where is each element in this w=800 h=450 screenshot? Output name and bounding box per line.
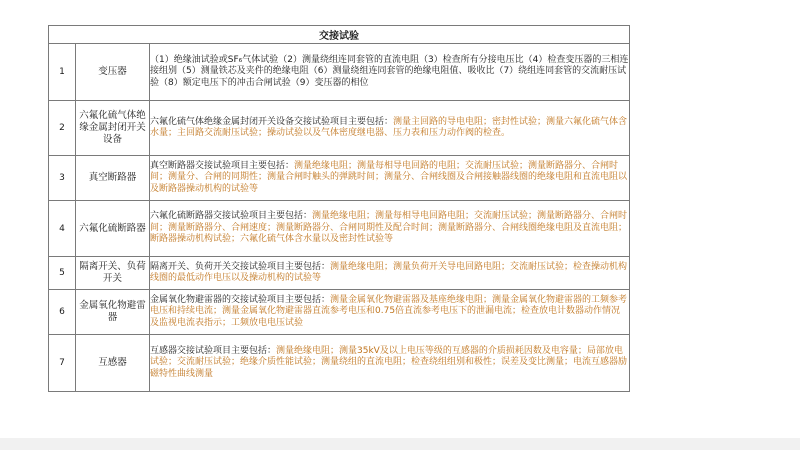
table-row — [49, 101, 630, 156]
table-row — [49, 257, 630, 290]
test-items-list: 测量绝缘电阻；测量负荷开关导电回路电阻；交流耐压试验；检查操动机构线圈的最低动作电压以及操动机构的试验等 — [150, 261, 628, 283]
test-items-plain: （1）绝缘油试验或SF₆气体试验（2）测量绕组连同套管的直流电阻（3）检查所有分接电压比（4）检查变压器的三相连接组别（5）测量铁芯及夹件的绝缘电阻（6）测量绕组连同套管的绝缘电阻值、吸收比（7）绕组连同套管的交流耐压试验（8）额定电压下的冲击合闸试验（9）变压器的相位 — [150, 54, 629, 88]
table-title: 交接试验 — [49, 26, 630, 44]
equipment-name: 隔离开关、负荷开关 — [76, 257, 150, 290]
handover-test-table — [48, 25, 630, 392]
row-number: 6 — [49, 290, 76, 335]
test-items-list: 测量绝缘电阻；测量每相导电回路的电阻；交流耐压试验；测量断路器分、合闸时间；测量分、合闸的同期性；测量合闸时触头的弹跳时间；测量分、合闸线圈及合闸接触器线圈的绝缘电阻和直流电阻以及断路器操动机构的试验等 — [150, 160, 628, 194]
test-items-list: 测量绝缘电阻；测量35kV及以上电压等级的互感器的介质损耗因数及电容量；局部放电试验；交流耐压试验；绝缘介质性能试验；测量绕组的直流电阻；检查绕组组别和极性；误差及变比测量；电流互感器励磁特性曲线测量 — [150, 345, 628, 379]
equipment-name: 真空断路器 — [76, 156, 150, 201]
row-number: 5 — [49, 257, 76, 290]
test-items-list: 测量主回路的导电电阻；密封性试验；测量六氟化硫气体含水量；主回路交流耐压试验；操动试验以及气体密度继电器、压力表和压力动作阀的检查。 — [150, 116, 628, 138]
test-items-lead: 互感器交接试验项目主要包括： — [150, 345, 277, 356]
test-items-lead: 隔离开关、负荷开关交接试验项目主要包括： — [150, 261, 331, 272]
test-items-cell — [150, 201, 630, 257]
row-number: 3 — [49, 156, 76, 201]
bottom-strip — [0, 438, 800, 450]
test-items-lead: 六氟化硫气体绝缘金属封闭开关设备交接试验项目主要包括： — [150, 116, 394, 127]
table-row — [49, 156, 630, 201]
row-number: 4 — [49, 201, 76, 257]
test-items-list: 测量绝缘电阻；测量每相导电回路电阻；交流耐压试验；测量断路器分、合闸时间；测量断路器分、合闸速度；测量断路器分、合闸同期性及配合时间；测量断路器分、合闸线圈绝缘电阻及直流电阻；断路器操动机构试验；六氟化硫气体含水量以及密封性试验等 — [150, 211, 628, 245]
test-items-lead: 金属氧化物避雷器的交接试验项目主要包括： — [150, 294, 331, 305]
equipment-name: 变压器 — [76, 44, 150, 101]
test-items-cell — [150, 44, 630, 101]
test-items-lead: 真空断路器交接试验项目主要包括： — [150, 160, 295, 171]
test-items-cell — [150, 156, 630, 201]
row-number: 7 — [49, 335, 76, 392]
equipment-name: 互感器 — [76, 335, 150, 392]
table-row — [49, 290, 630, 335]
test-items-lead: 六氟化硫断路器交接试验项目主要包括： — [150, 211, 313, 222]
test-items-list: 测量金属氧化物避雷器及基座绝缘电阻；测量金属氧化物避雷器的工频参考电压和持续电流；测量金属氧化物避雷器直流参考电压和0.75倍直流参考电压下的泄漏电流；检查放电计数器动作情况及监视电流表指示；工频放电电压试验 — [150, 294, 628, 328]
table-row — [49, 335, 630, 392]
row-number: 2 — [49, 101, 76, 156]
equipment-name: 六氟化硫气体绝缘金属封闭开关设备 — [76, 101, 150, 156]
table-row — [49, 201, 630, 257]
table-body — [49, 44, 630, 392]
test-items-cell — [150, 290, 630, 335]
test-items-cell — [150, 335, 630, 392]
test-items-cell — [150, 257, 630, 290]
equipment-name: 金属氧化物避雷器 — [76, 290, 150, 335]
test-items-cell — [150, 101, 630, 156]
equipment-name: 六氟化硫断路器 — [76, 201, 150, 257]
row-number: 1 — [49, 44, 76, 101]
table-row — [49, 44, 630, 101]
table-header-row — [49, 26, 630, 44]
